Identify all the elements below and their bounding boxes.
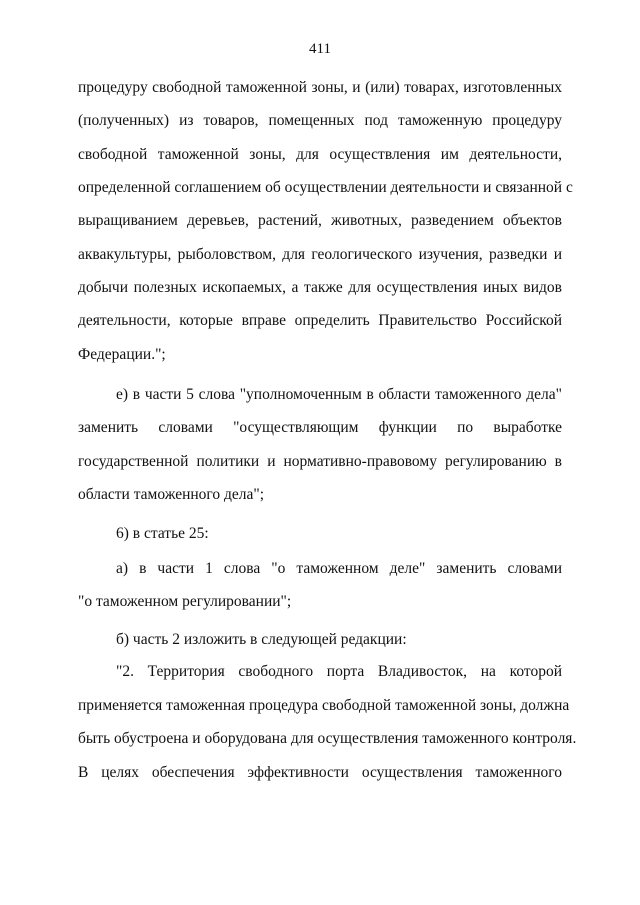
text-line: б) часть 2 изложить в следующей редакции: xyxy=(116,631,407,648)
text-line: е) в части 5 слова "уполномоченным в области таможенного дела" xyxy=(116,386,562,403)
text-line: 6) в статье 25: xyxy=(116,525,209,542)
text-line: применяется таможенная процедура свободной таможенной зоны, должна xyxy=(78,697,570,714)
text-line: "2. Территория свободного порта Владивосток, на которой xyxy=(116,663,562,680)
text-line: государственной политики и нормативно-правовому регулированию в xyxy=(78,453,562,470)
text-line: (полученных) из товаров, помещенных под таможенную процедуру xyxy=(78,112,562,129)
text-line: В целях обеспечения эффективности осуществления таможенного xyxy=(78,764,562,781)
text-line: процедуру свободной таможенной зоны, и (или) товарах, изготовленных xyxy=(78,79,562,96)
text-line: "о таможенном регулировании"; xyxy=(78,593,292,610)
text-line: аквакультуры, рыболовством, для геологического изучения, разведки и xyxy=(78,246,562,263)
text-line: свободной таможенной зоны, для осуществления им деятельности, xyxy=(78,146,562,163)
text-line: области таможенного дела"; xyxy=(78,486,265,503)
text-line: определенной соглашением об осуществлении деятельности и связанной с xyxy=(78,179,573,196)
text-line: заменить словами "осуществляющим функции по выработке xyxy=(78,419,562,436)
text-line: а) в части 1 слова "о таможенном деле" заменить словами xyxy=(116,560,562,577)
text-line: выращиванием деревьев, растений, животных, разведением объектов xyxy=(78,212,562,229)
page-number: 411 xyxy=(309,41,331,57)
text-line: Федерации."; xyxy=(78,346,166,363)
text-line: быть обустроена и оборудована для осуществления таможенного контроля. xyxy=(78,730,577,747)
text-line: добычи полезных ископаемых, а также для осуществления иных видов xyxy=(78,279,562,296)
text-line: деятельности, которые вправе определить Правительство Российской xyxy=(78,312,562,329)
